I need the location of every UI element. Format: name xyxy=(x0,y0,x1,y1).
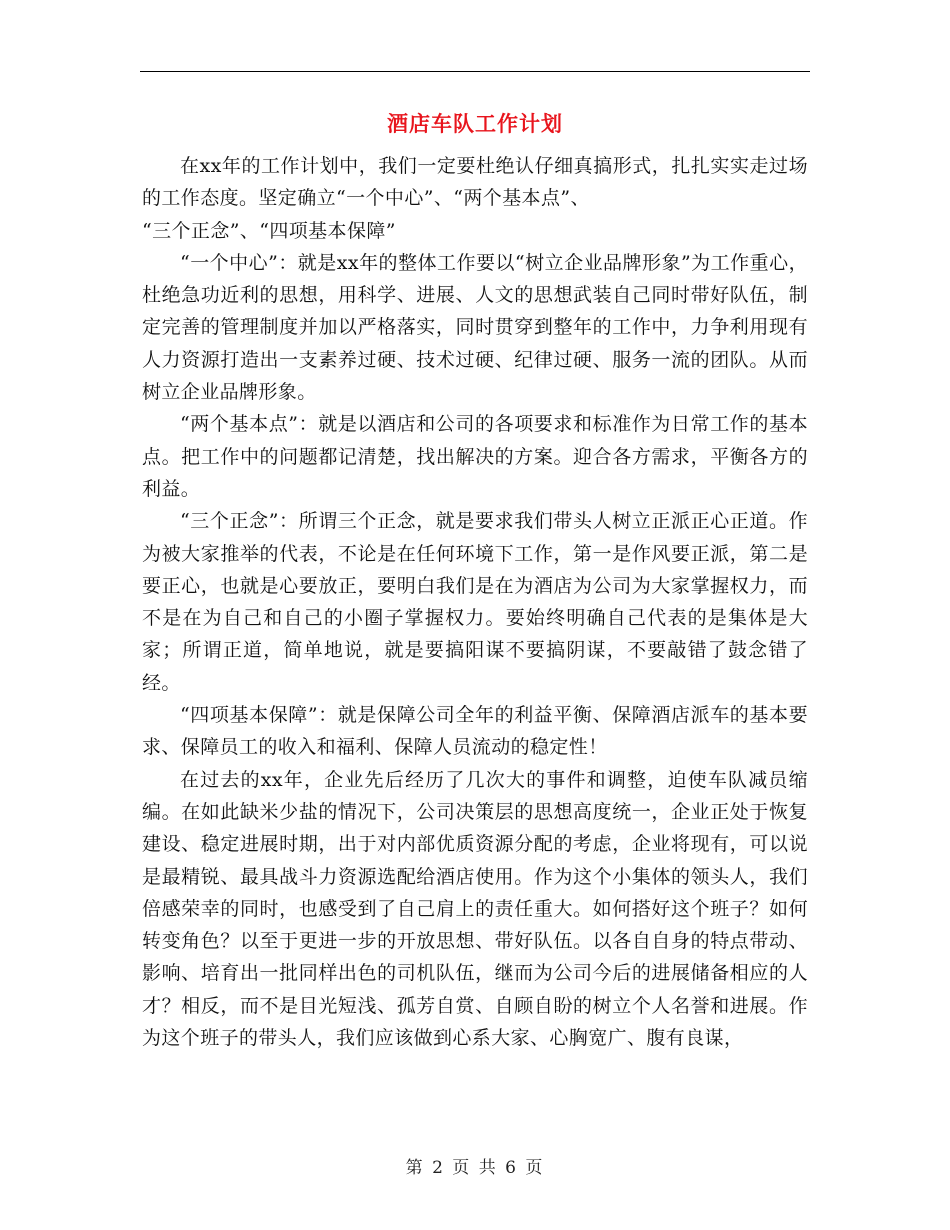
paragraph-four-guarantees: “四项基本保障”：就是保障公司全年的利益平衡、保障酒店派车的基本要求、保障员工的收入和福利、保障人员流动的稳定性！ xyxy=(142,704,808,759)
paragraph-one-center: “一个中心”：就是xx年的整体工作要以“树立企业品牌形象”为工作重心，杜绝急功近利的思想，用科学、进展、人文的思想武装自己同时带好队伍，制定完善的管理制度并加以严格落实，同时贯穿到整年的工作中，力争利用现有人力资源打造出一支素养过硬、技术过硬、纪律过硬、服务一流的团队。从而树立企业品牌形象。 xyxy=(142,251,808,404)
paragraph-intro-continuation: “三个正念”、“四项基本保障” xyxy=(142,219,396,242)
document-title: 酒店车队工作计划 xyxy=(387,111,563,136)
page-number-footer: 第 2 页 共 6 页 xyxy=(405,1158,545,1178)
paragraph-three-right-mindsets: “三个正念”：所谓三个正念，就是要求我们带头人树立正派正心正道。作为被大家推举的代表，不论是在任何环境下工作，第一是作风要正派，第二是要正心，也就是心要放正，要明白我们是在为酒店为公司为大家掌握权力，而不是在为自己和自己的小圈子掌握权力。要始终明确自己代表的是集体是大家；所谓正道，简单地说，就是要搞阳谋不要搞阴谋，不要敲错了鼓念错了经。 xyxy=(142,510,808,694)
paragraph-intro: 在xx年的工作计划中，我们一定要杜绝认仔细真搞形式，扎扎实实走过场的工作态度。坚定确立“一个中心”、“两个基本点”、 xyxy=(142,155,808,210)
document-body xyxy=(142,150,808,1054)
paragraph-past-year: 在过去的xx年，企业先后经历了几次大的事件和调整，迫使车队减员缩编。在如此缺米少盐的情况下，公司决策层的思想高度统一，企业正处于恢复建设、稳定进展时期，出于对内部优质资源分配的考虑，企业将现有，可以说是最精锐、最具战斗力资源选配给酒店使用。作为这个小集体的领头人，我们倍感荣幸的同时，也感受到了自己肩上的责任重大。如何搭好这个班子？如何转变角色？以至于更进一步的开放思想、带好队伍。以各自自身的特点带动、影响、培育出一批同样出色的司机队伍，继而为公司今后的进展储备相应的人才？相反，而不是目光短浅、孤芳自赏、自顾自盼的树立个人名誉和进展。作为这个班子的带头人，我们应该做到心系大家、心胸宽广、腹有良谋， xyxy=(142,768,808,1050)
paragraph-two-basic-points: “两个基本点”：就是以酒店和公司的各项要求和标准作为日常工作的基本点。把工作中的问题都记清楚，找出解决的方案。迎合各方需求，平衡各方的利益。 xyxy=(142,413,808,500)
header-rule xyxy=(140,71,810,72)
